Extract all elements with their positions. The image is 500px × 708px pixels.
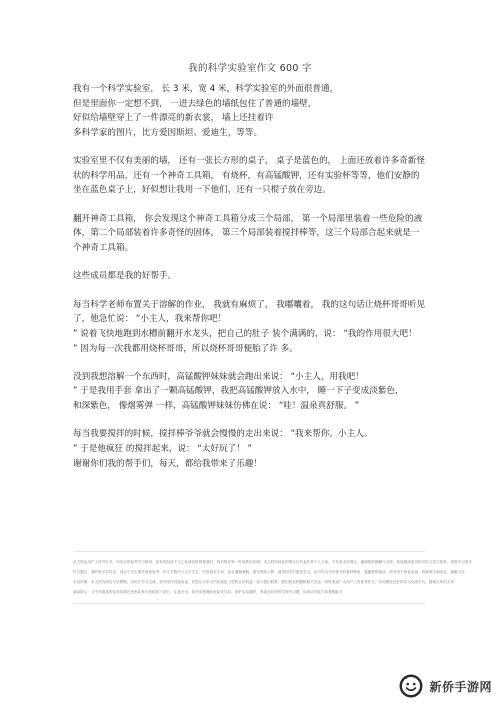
smiley-badge-icon bbox=[398, 673, 424, 699]
document-title: 我的科学实验室作文 600 字 bbox=[188, 63, 312, 74]
text-line: 但是里面你一定想不到， 一进去绿色的墙纸包住了普通的墙壁， bbox=[73, 98, 317, 109]
paragraph-1 bbox=[73, 82, 429, 140]
footnote-line: 本站声明：本文档为网友分享整理，仅用于学习交流，请勿用作其他用途，若您认为本文内容侵犯了您的合法权益，请与我们联系，我们将及时删除相关内容，同时欢迎广大用户上传优秀作文，共同建设良好的学习交流平台，感谢大家的支持 bbox=[73, 580, 454, 584]
text-line: 个神奇工具箱。 bbox=[73, 242, 134, 253]
footnote-block bbox=[73, 557, 472, 597]
text-line: 了，他急忙说： “小主人，我来帮你吧！ bbox=[73, 314, 227, 325]
text-line: 多科学家的图片，比方爱因斯坦、爱迪生，等等。 bbox=[73, 127, 263, 138]
text-line: 坐在蓝色桌子上，好似想让我用一下他们，还有一只棍子放在旁边。 bbox=[73, 185, 331, 196]
text-line: 这些成员都是我的好帮手。 bbox=[73, 271, 177, 282]
text-line: 我有一个科学实验室， 长 3 米，宽 4 米，科学实验室的外面很普通， bbox=[73, 84, 339, 94]
watermark-text: 新侨手游网 bbox=[429, 679, 492, 694]
text-line: 每当科学老师布置关于溶解的作业， 我就有麻烦了， 我嘟囔着， 我的这句话让烧杯哥哥听见 bbox=[73, 299, 425, 310]
paragraph-7 bbox=[73, 427, 429, 471]
paragraph-2 bbox=[73, 154, 429, 198]
text-line: ” 于是他疯狂 的搅拌起来，说： “太好玩了！ ” bbox=[73, 444, 252, 455]
site-watermark bbox=[398, 672, 492, 700]
text-line: 体，第二个局部装着许多奇怪的固体， 第三个局部装着搅拌棒等，这三个局部合起来就是一 bbox=[73, 228, 420, 239]
text-line: 好似给墙壁穿上了一件漂亮的新衣裳， 墙上还挂着许 bbox=[73, 113, 274, 124]
text-line: ” 因为每一次我都用烧杯哥哥，所以烧杯哥哥便胎了许 多。 bbox=[73, 343, 298, 354]
paragraph-3 bbox=[73, 212, 429, 256]
paragraph-4 bbox=[73, 269, 429, 284]
text-line: 谢谢你们我的帮手们，每天，都给我带来了乐趣！ bbox=[73, 458, 263, 469]
text-line: 每当我要搅拌的时候，搅拌棒爷爷就会慢慢的走出来说： “我来帮你。小主人。 bbox=[73, 429, 373, 440]
text-line: 和深紫色， 像烟雾弹 一样，高锰酸钾妹妹仿佛在说： “哇！温泉真舒服。 ” bbox=[73, 401, 360, 412]
text-line: 没到我想溶解一个东西时，高锰酸钾妹妹就会跑出来说： “小主人，用我吧！ bbox=[73, 371, 364, 382]
paragraph-5 bbox=[73, 298, 429, 356]
text-line: 实验室里不仅有美丽的墙， 还有一张长方形的桌子， 桌子是蓝色的， 上面还放着许多奇新怪 bbox=[73, 156, 425, 167]
text-line: 翻开神奇工具箱， 你会发现这个神奇工具箱分成三个局部， 第一个局部里装着一些危险的液 bbox=[73, 213, 423, 224]
text-line: 状的科学用品，还有一个神奇工具箱， 有烧杯，有高锰酸钾，还有实验杯等等，他们安静的 bbox=[73, 170, 420, 181]
footnote-divider-bottom bbox=[73, 603, 425, 604]
footnote-line: 作文题目：我的科学实验室，适合小学生课外阅读参考，作文字数约六百字左右，内容真实生动，语言通顺流畅，描写细致入微，值得同学们借鉴学习，也可作为写作练习的素材使用，感谢您的阅读，请勿用于商业用途，转载请注明出处，谢谢合作 bbox=[73, 570, 465, 574]
paragraph-6 bbox=[73, 370, 429, 414]
document-body bbox=[73, 82, 429, 485]
footnote-line: 此文档由用户上传并分享，内容仅供参考学习使用，如有侵权或不当之处请及时联系我们，我们将在第一时间核实处理。本文档所涉及的观点仅代表作者个人立场，不代表本站观点，谢谢您的理解与支持，欢迎阅读更多相关作文范文资料，祝您学习进步 bbox=[73, 560, 472, 564]
footnote-divider bbox=[73, 551, 425, 552]
footnote-line: 阅读提示：文中所描述的实验均需在老师或家长的陪同下进行，注意安全，切勿单独操作危险化学品，爱护实验器材，养成良好的科学探究习惯，培养动手能力和观察能力 bbox=[73, 590, 343, 594]
text-line: ” 说着飞快地跑到水槽前翻开水龙头，把自己的肚子 装个满满的，说： “我的作用很大吧！ bbox=[73, 328, 417, 339]
text-line: ” 于是我用手套 拿出了一颗高锰酸钾，我把高锰酸钾放入水中， 睡一下子变成淡紫色， bbox=[73, 386, 404, 397]
